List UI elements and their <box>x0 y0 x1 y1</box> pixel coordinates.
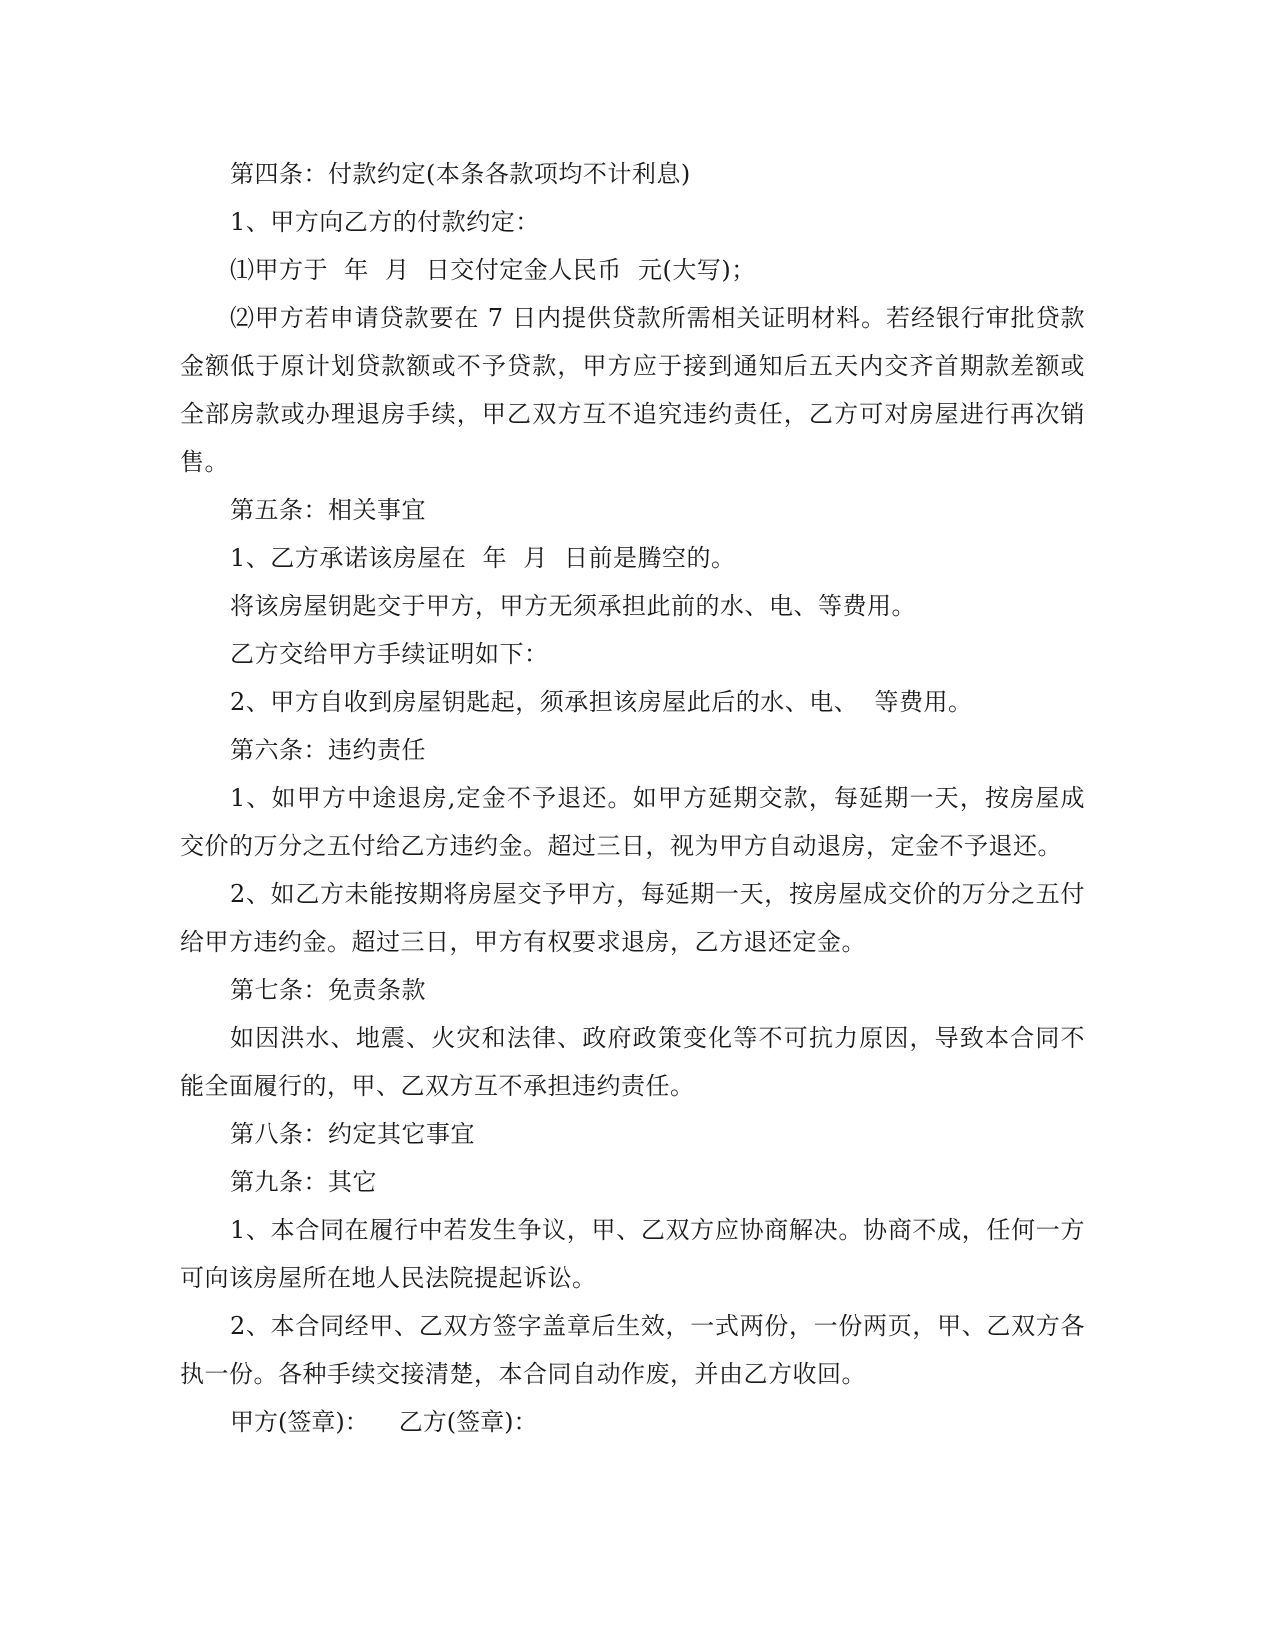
clause-9-item-2: 2、本合同经甲、乙双方签字盖章后生效，一式两份，一份两页，甲、乙双方各执一份。各种手续交接清楚，本合同自动作废，并由乙方收回。 <box>180 1312 1085 1388</box>
clause-4-item-1: 1、甲方向乙方的付款约定： <box>230 208 540 236</box>
signature-line <box>180 1398 1085 1446</box>
clause-9-heading: 第九条：其它 <box>230 1168 377 1196</box>
party-b-signature: 乙方(签章)： <box>398 1408 538 1436</box>
clause-4-subitem-1: ⑴甲方于 年 月 日交付定金人民币 元(大写)； <box>230 256 756 284</box>
clause-4-subitem-2: ⑵甲方若申请贷款要在 7 日内提供贷款所需相关证明材料。若经银行审批贷款金额低于原计划贷款额或不予贷款，甲方应于接到通知后五天内交齐首期款差额或全部房款或办理退房手续，甲乙双方互不追究违约责任，乙方可对房屋进行再次销售。 <box>180 304 1085 476</box>
clause-6-heading: 第六条：违约责任 <box>230 736 426 764</box>
party-a-signature: 甲方(签章)： <box>230 1408 369 1436</box>
clause-7-heading: 第七条：免责条款 <box>230 976 426 1004</box>
clause-5-item-1: 1、乙方承诺该房屋在 年 月 日前是腾空的。 <box>230 544 736 572</box>
clause-8-heading: 第八条：约定其它事宜 <box>230 1120 475 1148</box>
clause-5-documents: 乙方交给甲方手续证明如下： <box>230 640 549 668</box>
clause-5-heading: 第五条：相关事宜 <box>230 496 426 524</box>
clause-6-item-2: 2、如乙方未能按期将房屋交予甲方，每延期一天，按房屋成交价的万分之五付给甲方违约金。超过三日，甲方有权要求退房，乙方退还定金。 <box>180 880 1085 956</box>
clause-7-body: 如因洪水、地震、火灾和法律、政府政策变化等不可抗力原因，导致本合同不能全面履行的，甲、乙双方互不承担违约责任。 <box>180 1024 1085 1100</box>
clause-6-item-1: 1、如甲方中途退房,定金不予退还。如甲方延期交款，每延期一天，按房屋成交价的万分之五付给乙方违约金。超过三日，视为甲方自动退房，定金不予退还。 <box>180 784 1085 860</box>
clause-4-heading: 第四条：付款约定(本条各款项均不计利息) <box>230 160 691 188</box>
clause-9-item-1: 1、本合同在履行中若发生争议，甲、乙双方应协商解决。协商不成，任何一方可向该房屋所在地人民法院提起诉讼。 <box>180 1216 1085 1292</box>
document-page <box>180 150 1085 1446</box>
clause-5-keys: 将该房屋钥匙交于甲方，甲方无须承担此前的水、电、等费用。 <box>230 592 916 620</box>
clause-5-item-2: 2、甲方自收到房屋钥匙起，须承担该房屋此后的水、电、 等费用。 <box>230 688 973 716</box>
